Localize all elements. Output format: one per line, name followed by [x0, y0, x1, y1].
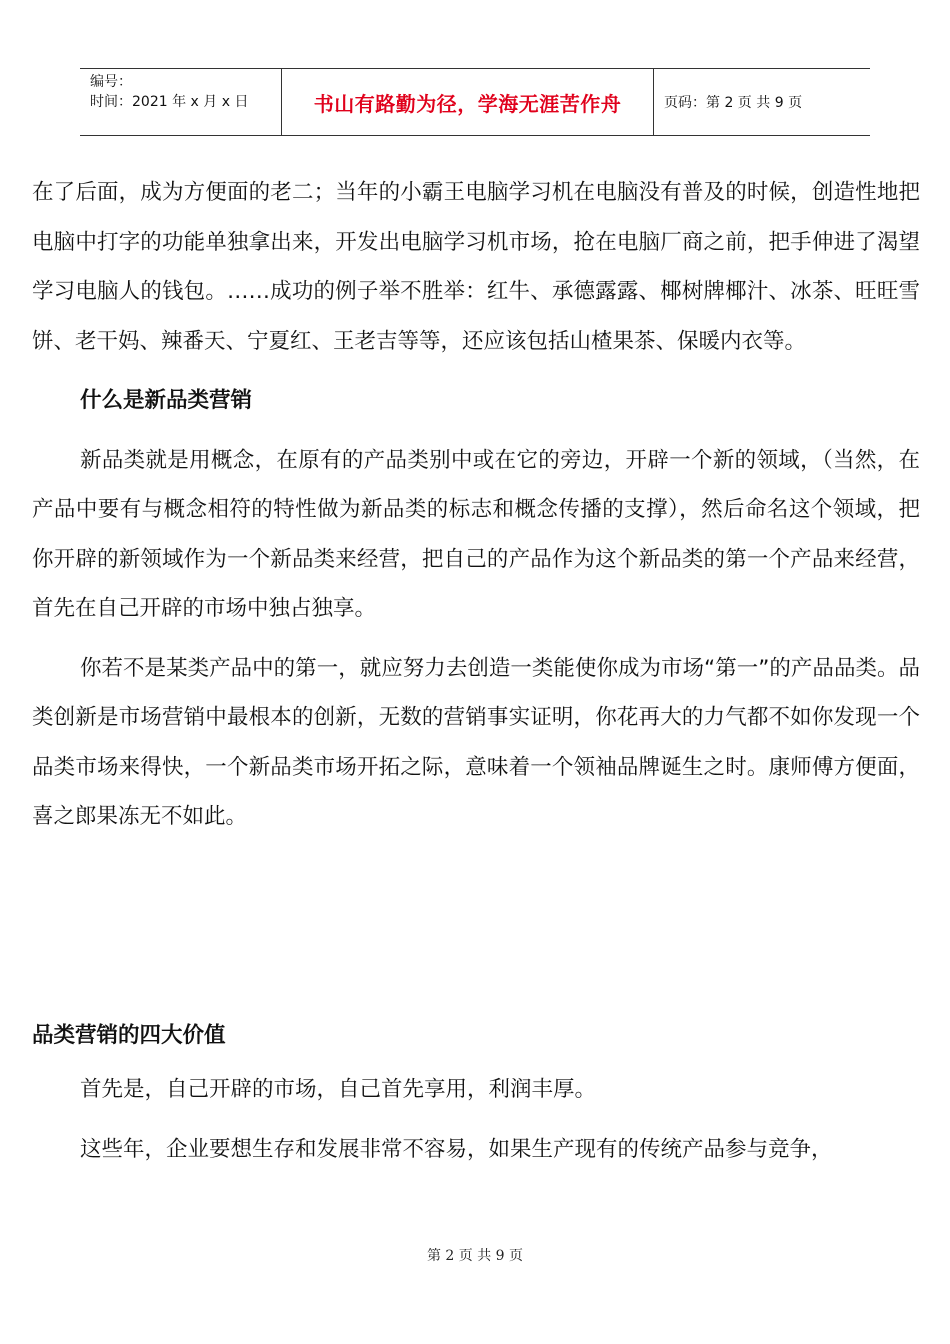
- section-heading-new-category: 什么是新品类营销: [80, 388, 253, 413]
- paragraph-3: 你若不是某类产品中的第一，就应努力去创造一类能使你成为市场“第一”的产品品类。品类创新是市场营销中最根本的创新，无数的营销事实证明，你花再大的力气都不如你发现一个品类市场来得快，一个新品类市场开拓之际，意味着一个领袖品牌诞生之时。康师傅方便面，喜之郎果冻无不如此。: [32, 655, 920, 829]
- header-motto-cell: [282, 69, 654, 135]
- paragraph-1: 在了后面，成为方便面的老二；当年的小霸王电脑学习机在电脑没有普及的时候，创造性地把电脑中打字的功能单独拿出来，开发出电脑学习机市场，抢在电脑厂商之前，把手伸进了渴望学习电脑人的钱包。……成功的例子举不胜举：红牛、承德露露、椰树牌椰汁、冰茶、旺旺雪饼、老干妈、辣番天、宁夏红、王老吉等等，还应该包括山楂果茶、保暖内衣等。: [32, 180, 920, 354]
- header-meta-cell: [80, 69, 282, 135]
- paragraph-5: 这些年，企业要想生存和发展非常不容易，如果生产现有的传统产品参与竞争，: [80, 1136, 833, 1162]
- paragraph-4: 首先是，自己开辟的市场，自己首先享用，利润丰厚。: [80, 1077, 597, 1102]
- document-header: [80, 68, 870, 136]
- date-label: 时间：2021 年 x 月 x 日: [90, 94, 249, 110]
- motto-text: 书山有路勤为径，学海无涯苦作舟: [313, 91, 622, 116]
- page-info: 页码：第 2 页 共 9 页: [664, 95, 803, 111]
- page-footer: 第 2 页 共 9 页: [426, 1248, 524, 1264]
- section-heading-four-values: 品类营销的四大价值: [32, 1022, 226, 1048]
- header-page-cell: [654, 69, 870, 135]
- document-body: [32, 168, 920, 1174]
- paragraph-2: 新品类就是用概念，在原有的产品类别中或在它的旁边，开辟一个新的领域，（当然，在产品中要有与概念相符的特性做为新品类的标志和概念传播的支撑），然后命名这个领域，把你开辟的新领域作为一个新品类来经营，把自己的产品作为这个新品类的第一个产品来经营，首先在自己开辟的市场中独占独享。: [32, 447, 920, 621]
- code-label: 编号：: [90, 74, 132, 90]
